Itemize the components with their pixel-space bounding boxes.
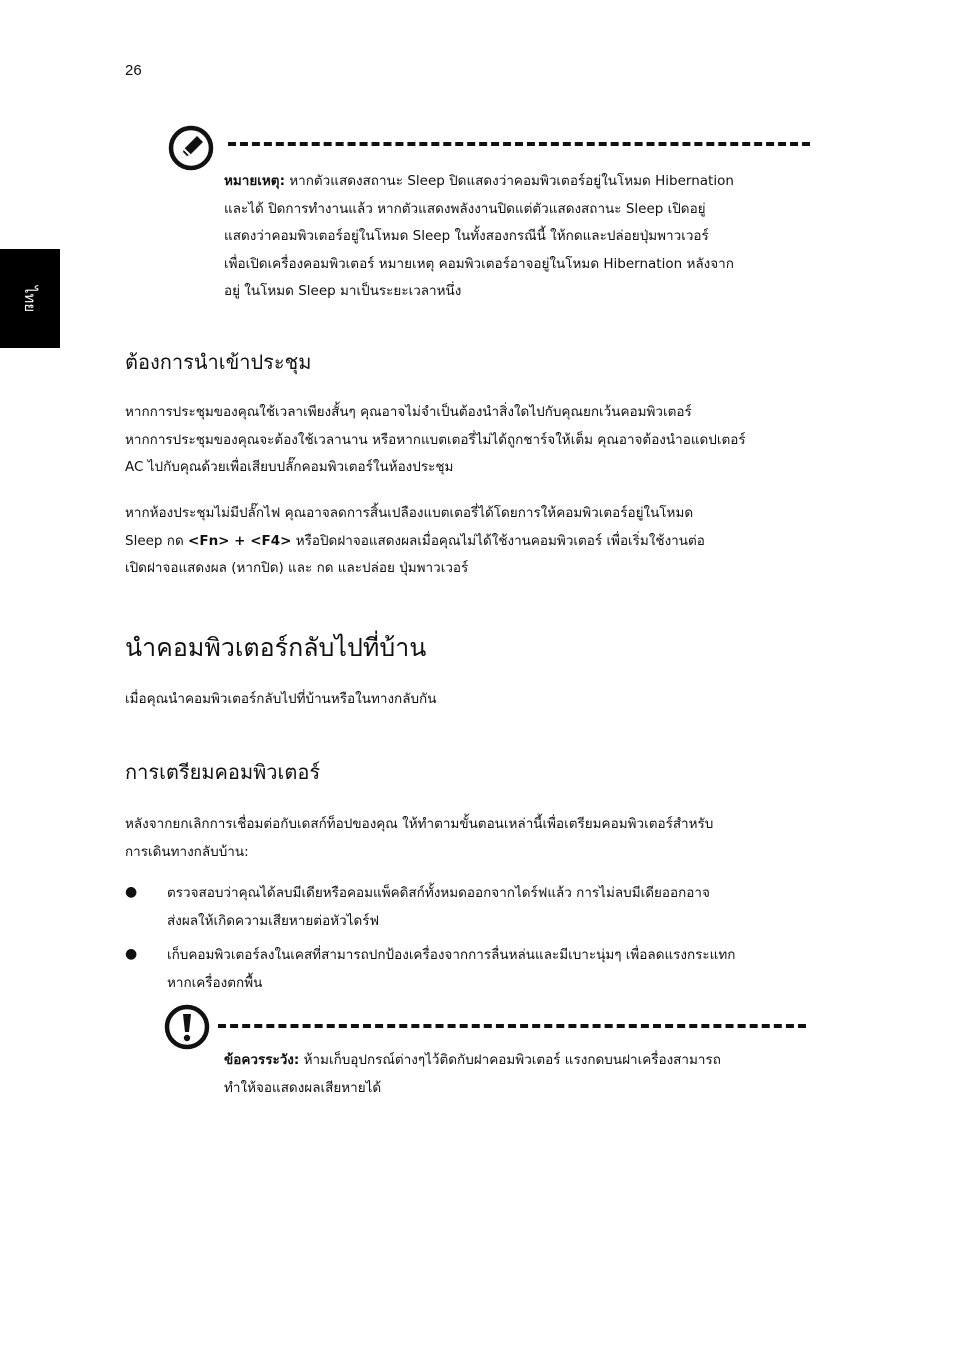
list-item-line: หากเครื่องตกพื้น <box>167 974 263 991</box>
paragraph-line: หากห้องประชุมไม่มีปลั๊กไฟ คุณอาจลดการสิ้นเปลืองแบตเตอรี่ได้โดยการให้คอมพิวเตอร์อยู่ในโหมด <box>125 505 694 521</box>
language-tab <box>0 249 60 348</box>
paragraph-line: หากการประชุมของคุณจะต้องใช้เวลานาน หรือหากแบตเตอรี่ไม่ได้ถูกชาร์จให้เต็ม คุณอาจต้องนำอแดปเตอร์ <box>125 431 746 448</box>
home-intro: เมื่อคุณนำคอมพิวเตอร์กลับไปที่บ้านหรือในทางกลับกัน <box>125 691 437 707</box>
key-combination: <Fn> + <F4> <box>188 532 292 549</box>
paragraph-line: Sleep กด <box>125 532 189 549</box>
pencil-circle-icon <box>168 125 214 171</box>
caution-label: ข้อควรระวัง: <box>224 1052 300 1068</box>
prepare-heading: การเตรียมคอมพิวเตอร์ <box>125 760 321 784</box>
meeting-paragraph-1 <box>125 399 825 482</box>
note-line: อยู่ ในโหมด Sleep มาเป็นระยะเวลาหนึ่ง <box>224 283 462 299</box>
note-label: หมายเหตุ: <box>224 173 285 189</box>
list-item <box>167 942 817 997</box>
home-heading: นำคอมพิวเตอร์กลับไปที่บ้าน <box>125 633 427 662</box>
paragraph-line: AC ไปกับคุณด้วยเพื่อเสียบปลั๊กคอมพิวเตอร์ในห้องประชุม <box>125 459 454 475</box>
caution-text <box>224 1047 824 1102</box>
paragraph-line: หากการประชุมของคุณใช้เวลาเพียงสั้นๆ คุณอาจไม่จำเป็นต้องนำสิ่งใดไปกับคุณยกเว้นคอมพิวเตอร์ <box>125 404 692 420</box>
meeting-paragraph-2 <box>125 500 825 583</box>
language-tab-label: ไทย <box>21 285 39 313</box>
paragraph-line: การเดินทางกลับบ้าน: <box>125 843 249 860</box>
exclamation-circle-icon <box>164 1004 210 1050</box>
list-item-line: ตรวจสอบว่าคุณได้ลบมีเดียหรือคอมแพ็คดิสก์ทั้งหมดออกจากไดร์ฟแล้ว การไม่ลบมีเดียออกอาจ <box>167 885 710 901</box>
note-line: หากตัวแสดงสถานะ Sleep ปิดแสดงว่าคอมพิวเตอร์อยู่ในโหมด Hibernation <box>284 173 734 189</box>
list-item-line: เก็บคอมพิวเตอร์ลงในเคสที่สามารถปกป้องเครื่องจากการลื่นหล่นและมีเบาะนุ่มๆ เพื่อลดแรงกระแทก <box>167 947 736 963</box>
note-line: และได้ ปิดการทำงานแล้ว หากตัวแสดงพลังงานปิดแต่ตัวแสดงสถานะ Sleep เปิดอยู่ <box>224 200 706 217</box>
page-number: 26 <box>125 62 142 79</box>
note-line: แสดงว่าคอมพิวเตอร์อยู่ในโหมด Sleep ในทั้งสองกรณีนี้ ให้กดและปล่อยปุ่มพาวเวอร์ <box>224 228 709 244</box>
note-line: เพื่อเปิดเครื่องคอมพิวเตอร์ หมายเหตุ คอมพิวเตอร์อาจอยู่ในโหมด Hibernation หลังจาก <box>224 255 734 272</box>
bullet-marker: ● <box>125 946 138 962</box>
paragraph-line: เปิดฝาจอแสดงผล (หากปิด) และ กด และปล่อย ปุ่มพาวเวอร์ <box>125 560 469 576</box>
paragraph-line: หลังจากยกเลิกการเชื่อมต่อกับเดสก์ท็อปของคุณ ให้ทำตามขั้นตอนเหล่านี้เพื่อเตรียมคอมพิวเตอร์สำหรับ <box>125 816 714 832</box>
meeting-heading: ต้องการนำเข้าประชุม <box>125 350 312 374</box>
list-item-line: ส่งผลให้เกิดความเสียหายต่อหัวไดร์ฟ <box>167 912 380 929</box>
caution-divider <box>218 1024 806 1028</box>
bullet-marker: ● <box>125 884 138 900</box>
list-item <box>167 880 817 935</box>
note-text <box>224 168 824 306</box>
caution-line: ทำให้จอแสดงผลเสียหายได้ <box>224 1079 382 1096</box>
caution-line: ห้ามเก็บอุปกรณ์ต่างๆไว้ติดกับฝาคอมพิวเตอร์ แรงกดบนฝาเครื่องสามารถ <box>299 1052 721 1068</box>
prepare-intro <box>125 811 825 866</box>
paragraph-line: หรือปิดฝาจอแสดงผลเมื่อคุณไม่ได้ใช้งานคอมพิวเตอร์ เพื่อเริ่มใช้งานต่อ <box>291 532 705 549</box>
note-divider <box>228 142 810 146</box>
